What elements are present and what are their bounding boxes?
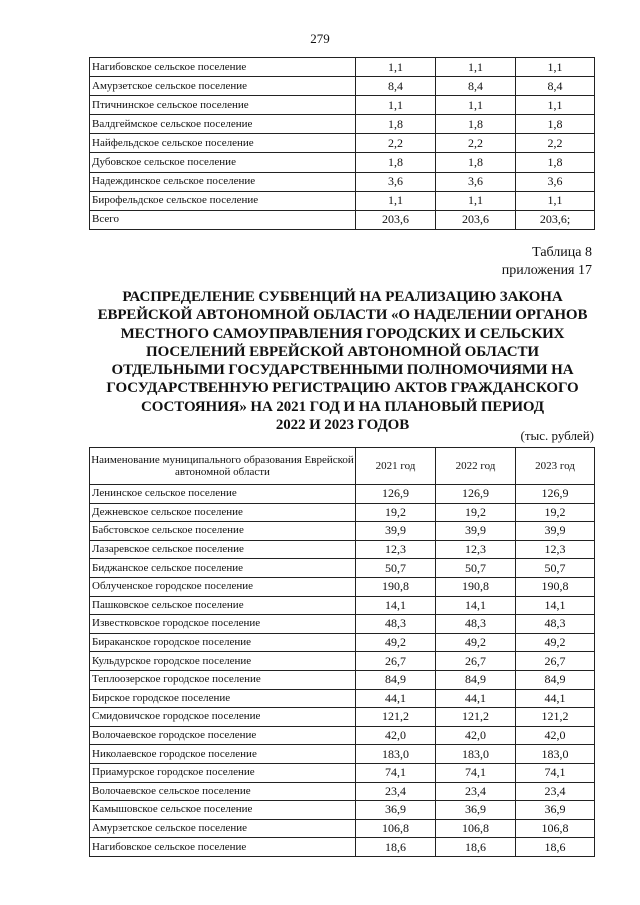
municipality-name-cell: Биджанское сельское поселение <box>90 559 356 578</box>
table-row <box>90 819 595 838</box>
value-2021-cell: 48,3 <box>356 615 436 634</box>
municipality-name-cell: Смидовичское городское поселение <box>90 708 356 727</box>
value-2022-cell: 18,6 <box>436 838 516 857</box>
value-2023-cell: 42,0 <box>516 726 595 745</box>
table-row <box>90 838 595 857</box>
value-2023-cell: 2,2 <box>516 134 595 153</box>
value-2023-cell: 48,3 <box>516 615 595 634</box>
municipality-name-cell: Надеждинское сельское поселение <box>90 172 356 191</box>
value-2022-cell: 1,1 <box>436 191 516 210</box>
table-row <box>90 96 595 115</box>
value-2022-cell: 8,4 <box>436 77 516 96</box>
value-2021-cell: 3,6 <box>356 172 436 191</box>
value-2023-cell: 49,2 <box>516 633 595 652</box>
table-row <box>90 522 595 541</box>
value-2022-cell: 74,1 <box>436 763 516 782</box>
table-row <box>90 153 595 172</box>
table-row <box>90 577 595 596</box>
value-2021-cell: 12,3 <box>356 540 436 559</box>
title-line: СОСТОЯНИЯ» НА 2021 ГОД И НА ПЛАНОВЫЙ ПЕРИОД <box>141 398 544 415</box>
table-8 <box>89 447 595 857</box>
table-title <box>90 288 595 434</box>
value-2022-cell: 126,9 <box>436 485 516 504</box>
table-row <box>90 172 595 191</box>
value-2023-cell: 23,4 <box>516 782 595 801</box>
value-2022-cell: 50,7 <box>436 559 516 578</box>
title-line: МЕСТНОГО САМОУПРАВЛЕНИЯ ГОРОДСКИХ И СЕЛЬСКИХ <box>120 325 565 342</box>
value-2021-cell: 1,8 <box>356 115 436 134</box>
value-2023-cell: 121,2 <box>516 708 595 727</box>
value-2021-cell: 44,1 <box>356 689 436 708</box>
value-2021-cell: 190,8 <box>356 577 436 596</box>
value-2022-cell: 14,1 <box>436 596 516 615</box>
value-2023-cell: 190,8 <box>516 577 595 596</box>
municipality-name-cell: Волочаевское городское поселение <box>90 726 356 745</box>
value-2021-cell: 203,6 <box>356 210 436 229</box>
continued-table-body <box>90 58 595 230</box>
column-header-2023: 2023 год <box>516 448 595 485</box>
value-2023-cell: 1,8 <box>516 115 595 134</box>
table-row <box>90 485 595 504</box>
value-2023-cell: 26,7 <box>516 652 595 671</box>
value-2022-cell: 44,1 <box>436 689 516 708</box>
value-2022-cell: 36,9 <box>436 801 516 820</box>
value-2022-cell: 106,8 <box>436 819 516 838</box>
municipality-name-cell: Лазаревское сельское поселение <box>90 540 356 559</box>
value-2023-cell: 203,6; <box>516 210 595 229</box>
value-2021-cell: 74,1 <box>356 763 436 782</box>
table-row <box>90 210 595 229</box>
continued-table <box>89 57 595 230</box>
table-label: Таблица 8 <box>532 245 592 260</box>
value-2021-cell: 23,4 <box>356 782 436 801</box>
units-label: (тыс. рублей) <box>520 428 594 443</box>
value-2022-cell: 190,8 <box>436 577 516 596</box>
value-2023-cell: 1,8 <box>516 153 595 172</box>
value-2023-cell: 84,9 <box>516 670 595 689</box>
value-2023-cell: 126,9 <box>516 485 595 504</box>
table-row <box>90 782 595 801</box>
value-2021-cell: 106,8 <box>356 819 436 838</box>
municipality-name-cell: Камышовское сельское поселение <box>90 801 356 820</box>
municipality-name-cell: Пашковское сельское поселение <box>90 596 356 615</box>
value-2021-cell: 126,9 <box>356 485 436 504</box>
table-row <box>90 652 595 671</box>
municipality-name-cell: Нагибовское сельское поселение <box>90 838 356 857</box>
value-2022-cell: 1,8 <box>436 153 516 172</box>
municipality-name-cell: Бабстовское сельское поселение <box>90 522 356 541</box>
value-2023-cell: 36,9 <box>516 801 595 820</box>
value-2022-cell: 42,0 <box>436 726 516 745</box>
value-2022-cell: 12,3 <box>436 540 516 559</box>
value-2021-cell: 1,1 <box>356 58 436 77</box>
value-2022-cell: 26,7 <box>436 652 516 671</box>
table-row <box>90 58 595 77</box>
value-2022-cell: 2,2 <box>436 134 516 153</box>
municipality-name-cell: Всего <box>90 210 356 229</box>
value-2022-cell: 19,2 <box>436 503 516 522</box>
table-row <box>90 633 595 652</box>
municipality-name-cell: Дубовское сельское поселение <box>90 153 356 172</box>
value-2022-cell: 1,8 <box>436 115 516 134</box>
municipality-name-cell: Ленинское сельское поселение <box>90 485 356 504</box>
municipality-name-cell: Найфельдское сельское поселение <box>90 134 356 153</box>
municipality-name-cell: Бираканское городское поселение <box>90 633 356 652</box>
value-2023-cell: 183,0 <box>516 745 595 764</box>
value-2022-cell: 3,6 <box>436 172 516 191</box>
table-8-body <box>90 485 595 857</box>
title-line: ПОСЕЛЕНИЙ ЕВРЕЙСКОЙ АВТОНОМНОЙ ОБЛАСТИ <box>146 343 539 360</box>
municipality-name-cell: Теплоозерское городское поселение <box>90 670 356 689</box>
title-line: ГОСУДАРСТВЕННУЮ РЕГИСТРАЦИЮ АКТОВ ГРАЖДАНСКОГО <box>106 380 579 397</box>
value-2022-cell: 203,6 <box>436 210 516 229</box>
municipality-name-cell: Дежневское сельское поселение <box>90 503 356 522</box>
table-header-row <box>90 448 595 485</box>
value-2021-cell: 49,2 <box>356 633 436 652</box>
table-row <box>90 801 595 820</box>
value-2022-cell: 23,4 <box>436 782 516 801</box>
value-2023-cell: 50,7 <box>516 559 595 578</box>
value-2021-cell: 36,9 <box>356 801 436 820</box>
value-2021-cell: 39,9 <box>356 522 436 541</box>
municipality-name-cell: Валдгеймское сельское поселение <box>90 115 356 134</box>
value-2022-cell: 39,9 <box>436 522 516 541</box>
municipality-name-cell: Приамурское городское поселение <box>90 763 356 782</box>
column-header-2022: 2022 год <box>436 448 516 485</box>
title-line: ЕВРЕЙСКОЙ АВТОНОМНОЙ ОБЛАСТИ «О НАДЕЛЕНИИ ОРГАНОВ <box>97 307 588 324</box>
table-row <box>90 689 595 708</box>
value-2021-cell: 84,9 <box>356 670 436 689</box>
table-row <box>90 540 595 559</box>
municipality-name-cell: Николаевское городское поселение <box>90 745 356 764</box>
value-2021-cell: 26,7 <box>356 652 436 671</box>
table-row <box>90 596 595 615</box>
value-2022-cell: 84,9 <box>436 670 516 689</box>
value-2021-cell: 19,2 <box>356 503 436 522</box>
municipality-name-cell: Амурзетское сельское поселение <box>90 77 356 96</box>
value-2021-cell: 18,6 <box>356 838 436 857</box>
municipality-name-cell: Волочаевское сельское поселение <box>90 782 356 801</box>
value-2022-cell: 48,3 <box>436 615 516 634</box>
appendix-label: приложения 17 <box>501 263 592 278</box>
value-2023-cell: 3,6 <box>516 172 595 191</box>
table-row <box>90 763 595 782</box>
value-2022-cell: 183,0 <box>436 745 516 764</box>
table-row <box>90 670 595 689</box>
value-2022-cell: 49,2 <box>436 633 516 652</box>
value-2021-cell: 1,8 <box>356 153 436 172</box>
value-2022-cell: 121,2 <box>436 708 516 727</box>
value-2021-cell: 8,4 <box>356 77 436 96</box>
value-2023-cell: 1,1 <box>516 191 595 210</box>
value-2021-cell: 42,0 <box>356 726 436 745</box>
value-2021-cell: 1,1 <box>356 96 436 115</box>
table-row <box>90 615 595 634</box>
table-row <box>90 745 595 764</box>
value-2023-cell: 1,1 <box>516 58 595 77</box>
table-row <box>90 115 595 134</box>
value-2023-cell: 8,4 <box>516 77 595 96</box>
title-line: РАСПРЕДЕЛЕНИЕ СУБВЕНЦИЙ НА РЕАЛИЗАЦИЮ ЗАКОНА <box>122 289 563 305</box>
municipality-name-cell: Облученское городское поселение <box>90 577 356 596</box>
value-2023-cell: 74,1 <box>516 763 595 782</box>
value-2021-cell: 50,7 <box>356 559 436 578</box>
value-2022-cell: 1,1 <box>436 58 516 77</box>
column-header-2021: 2021 год <box>356 448 436 485</box>
value-2023-cell: 12,3 <box>516 540 595 559</box>
table-row <box>90 708 595 727</box>
value-2021-cell: 2,2 <box>356 134 436 153</box>
page-number: 279 <box>310 31 330 46</box>
value-2023-cell: 39,9 <box>516 522 595 541</box>
table-row <box>90 503 595 522</box>
municipality-name-cell: Бирофельдское сельское поселение <box>90 191 356 210</box>
table-row <box>90 134 595 153</box>
title-line: 2022 И 2023 ГОДОВ <box>275 417 410 434</box>
value-2023-cell: 14,1 <box>516 596 595 615</box>
value-2022-cell: 1,1 <box>436 96 516 115</box>
value-2021-cell: 183,0 <box>356 745 436 764</box>
table-row <box>90 77 595 96</box>
municipality-name-cell: Бирское городское поселение <box>90 689 356 708</box>
municipality-name-cell: Известковское городское поселение <box>90 615 356 634</box>
table-row <box>90 191 595 210</box>
title-line: ОТДЕЛЬНЫМИ ГОСУДАРСТВЕННЫМИ ПОЛНОМОЧИЯМИ НА <box>111 362 574 379</box>
municipality-name-cell: Кульдурское городское поселение <box>90 652 356 671</box>
value-2021-cell: 1,1 <box>356 191 436 210</box>
value-2023-cell: 106,8 <box>516 819 595 838</box>
municipality-name-cell: Амурзетское сельское поселение <box>90 819 356 838</box>
value-2023-cell: 18,6 <box>516 838 595 857</box>
table-row <box>90 559 595 578</box>
municipality-name-cell: Нагибовское сельское поселение <box>90 58 356 77</box>
value-2023-cell: 1,1 <box>516 96 595 115</box>
value-2021-cell: 14,1 <box>356 596 436 615</box>
value-2023-cell: 19,2 <box>516 503 595 522</box>
column-header-name: Наименование муниципального образования Еврейской автономной области <box>90 448 356 485</box>
value-2023-cell: 44,1 <box>516 689 595 708</box>
municipality-name-cell: Птичнинское сельское поселение <box>90 96 356 115</box>
table-row <box>90 726 595 745</box>
value-2021-cell: 121,2 <box>356 708 436 727</box>
